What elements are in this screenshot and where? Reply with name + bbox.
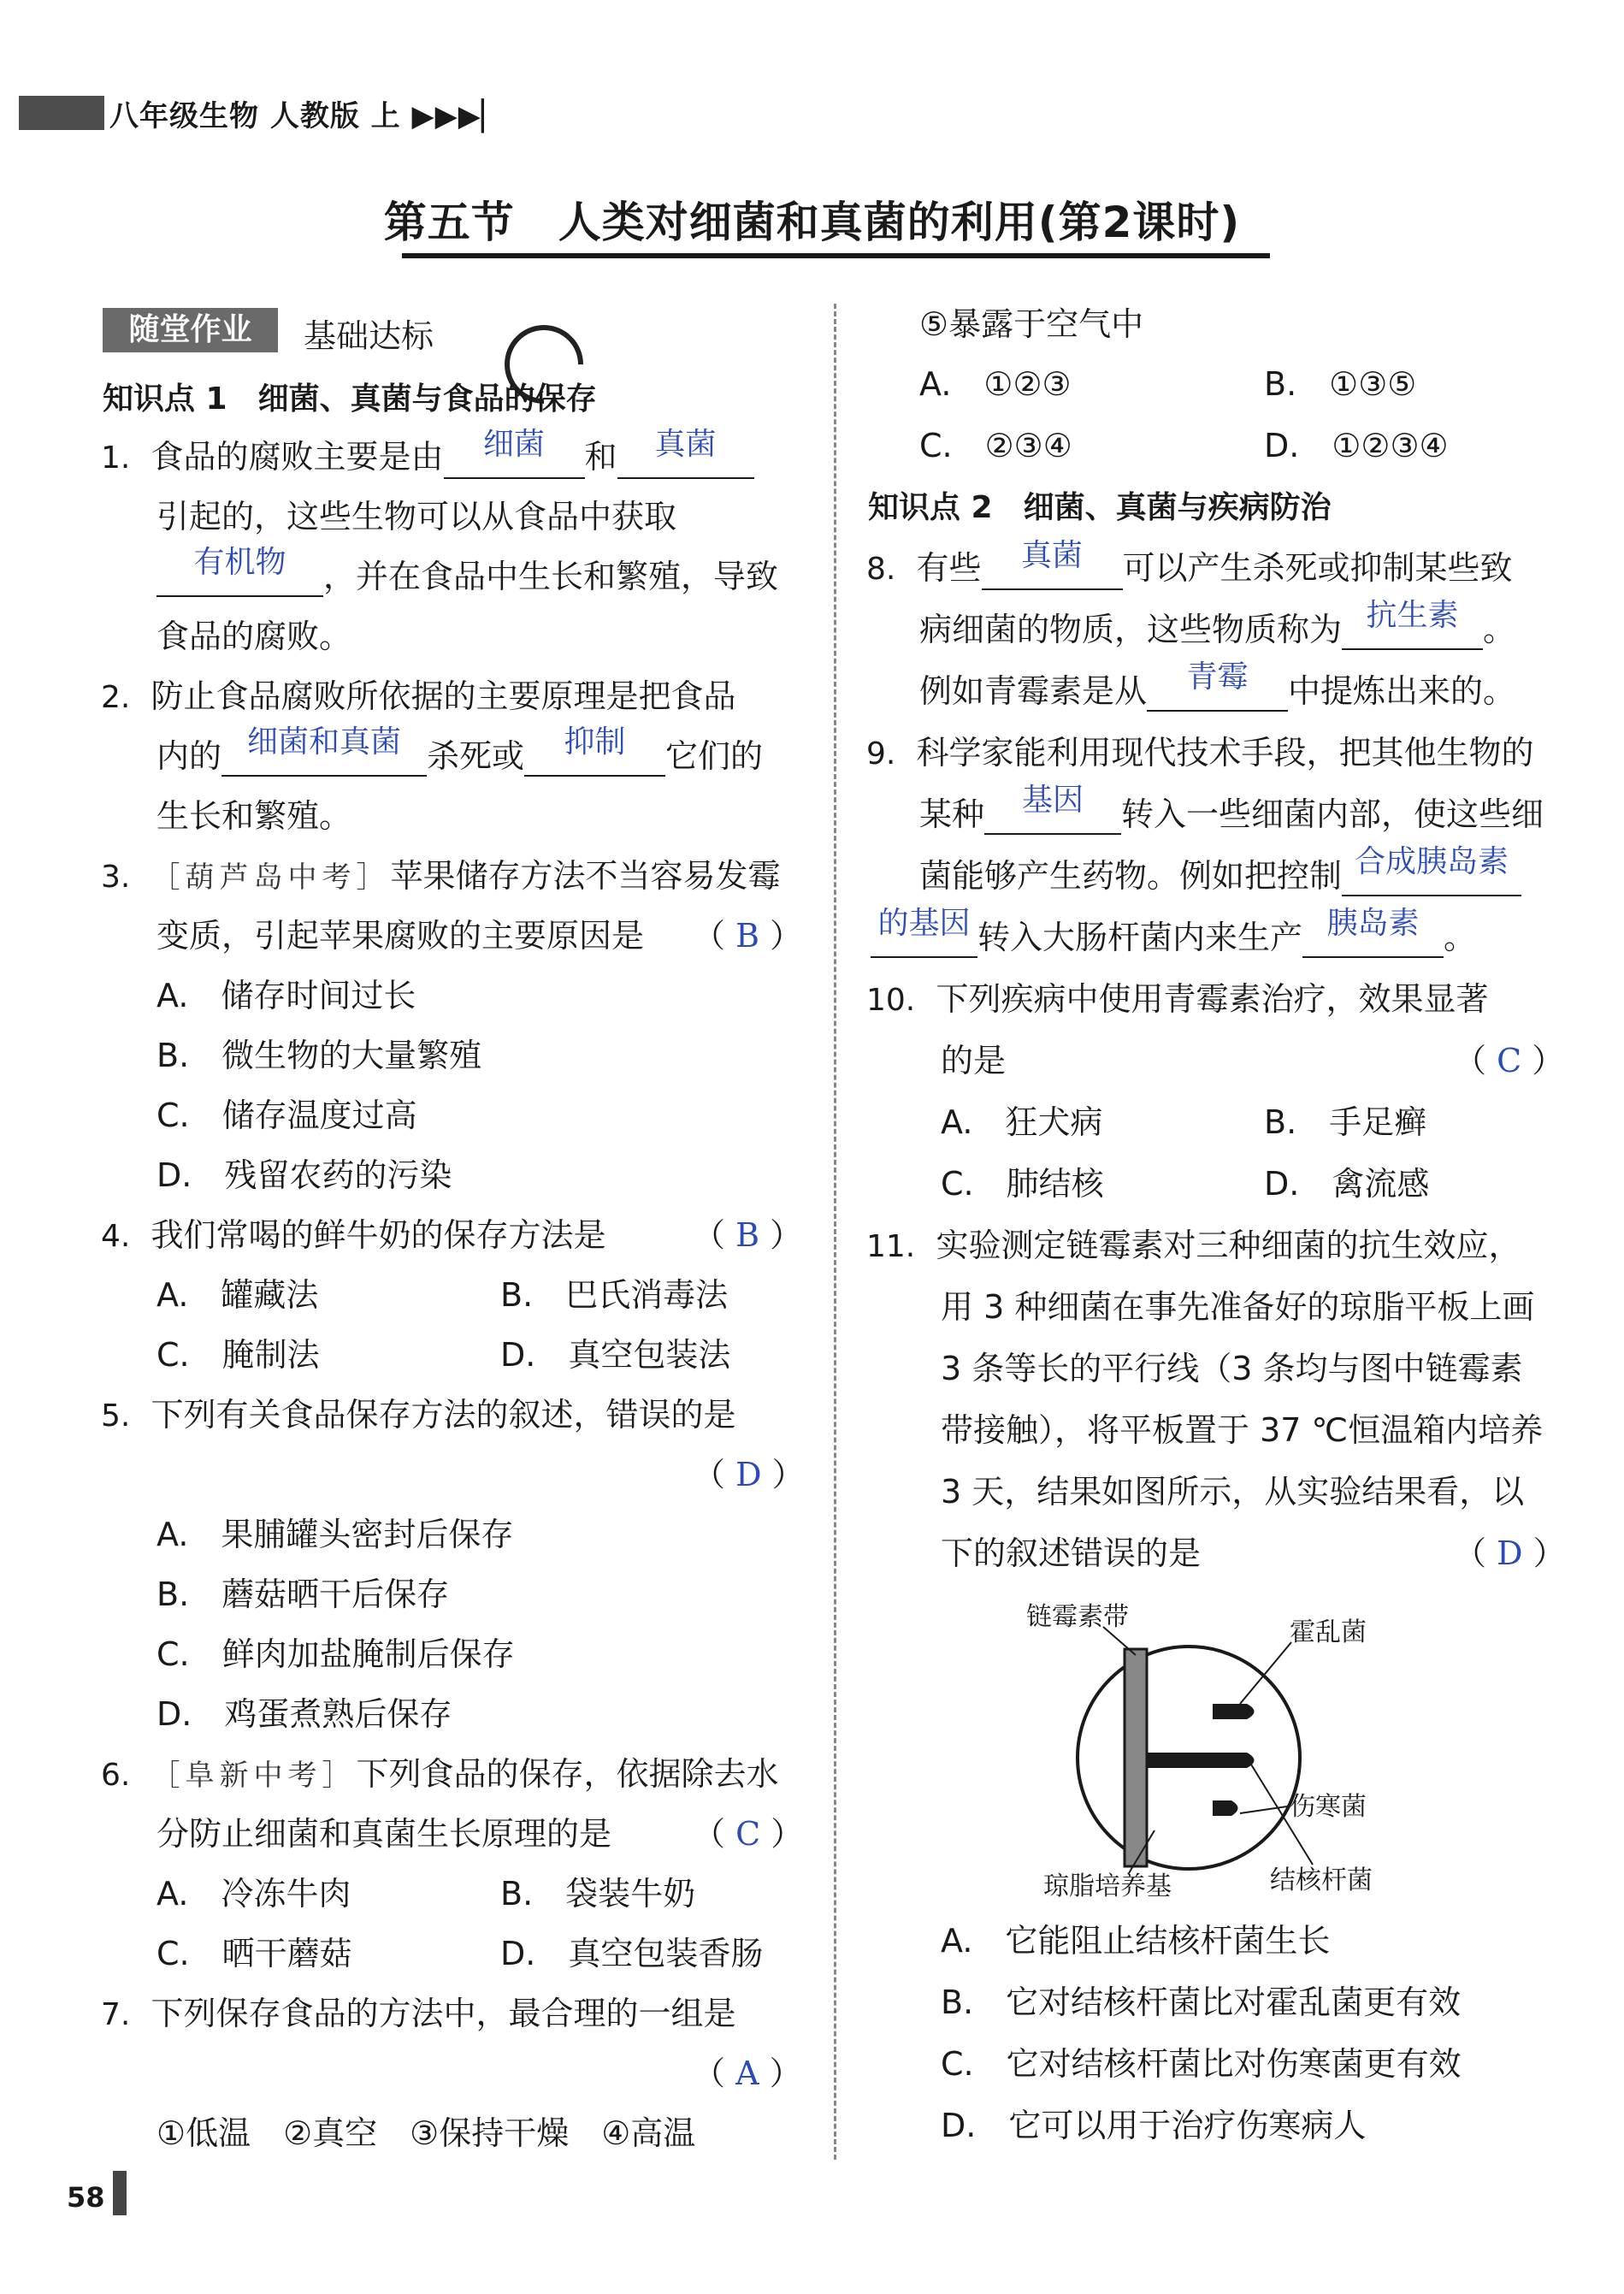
q2-answer-2: 抑制 (564, 724, 626, 760)
q3-option-d: D. 残留农药的污染 (156, 1156, 452, 1194)
q9-line4: 的基因 转入大肠杆菌内来生产 胰岛素 。 (871, 917, 1476, 958)
q4-option-d: D. 真空包装法 (500, 1336, 731, 1374)
q10-line2: 的是 (941, 1042, 1007, 1079)
typhoid-streak (1213, 1800, 1238, 1816)
cholera-streak (1213, 1704, 1255, 1719)
q8-line3: 例如青霉素是从 青霉 中提炼出来的。 (919, 671, 1515, 712)
q11-option-a: A. 它能阻止结核杆菌生长 (941, 1922, 1331, 1960)
q1-answer-3: 有机物 (193, 545, 286, 580)
q1-line2: 引起的，这些生物可以从食品中获取 (156, 498, 677, 535)
book-header: 八年级生物 人教版 上 ▶▶▶▏ (109, 99, 505, 133)
q7-answer: （ A ） (693, 2055, 802, 2092)
page-number-bar (113, 2171, 127, 2215)
q11-option-b: B. 它对结核杆菌比对霍乱菌更有效 (941, 1984, 1462, 2021)
q1-answer-1: 细菌 (483, 427, 546, 462)
q11-line5: 3 天，结果如图所示，从实验结果看，以 (941, 1473, 1525, 1511)
section-tag: 随堂作业 (103, 308, 278, 352)
q7-items: ①低温 ②真空 ③保持干燥 ④高温 (156, 2114, 696, 2152)
cholera-leader (1240, 1642, 1291, 1704)
q11-option-d: D. 它可以用于治疗伤寒病人 (941, 2107, 1367, 2144)
q1-line3: 有机物 ，并在食品中生长和繁殖，导致 (156, 556, 778, 597)
q2-line3: 生长和繁殖。 (156, 797, 352, 835)
q3-option-c: C. 储存温度过高 (156, 1097, 417, 1134)
q8-answer-3: 青霉 (1186, 659, 1249, 695)
q4-option-a: A. 罐藏法 (156, 1276, 319, 1314)
q11-line4: 带接触），将平板置于 37 ℃恒温箱内培养 (941, 1411, 1544, 1449)
q6-option-b: B. 袋装牛奶 (500, 1875, 696, 1913)
q8-line1: 8. 有些 真菌 可以产生杀死或抑制某些致 (866, 547, 1513, 590)
section-tag-sub: 基础达标 (304, 317, 434, 355)
q9-answer-2: 合成胰岛素 (1355, 844, 1509, 879)
q10-line1: 10. 下列疾病中使用青霉素治疗，效果显著 (866, 980, 1489, 1018)
q8-answer-1: 真菌 (1021, 538, 1084, 573)
q11-line2: 用 3 种细菌在事先准备好的琼脂平板上画 (941, 1288, 1535, 1326)
label-strip: 链霉素带 (1026, 1602, 1129, 1632)
q6-option-d: D. 真空包装香肠 (500, 1935, 764, 1972)
q9-answer-3: 的基因 (877, 906, 971, 941)
q3-option-a: A. 储存时间过长 (156, 977, 416, 1014)
q6-option-c: C. 晒干蘑菇 (156, 1935, 352, 1972)
q9-line3: 菌能够产生药物。例如把控制 合成胰岛素 (919, 855, 1521, 896)
label-tuberculosis: 结核杆菌 (1270, 1865, 1373, 1895)
q4-option-b: B. 巴氏消毒法 (500, 1276, 729, 1314)
q10-option-c: C. 肺结核 (941, 1165, 1104, 1203)
page-title: 第五节 人类对细菌和真菌的利用(第2课时) (383, 198, 1241, 247)
q7-option-a: A. ①②③ (919, 365, 1072, 403)
q7-option-d: D. ①②③④ (1264, 427, 1449, 464)
page-number: 58 (67, 2181, 105, 2214)
q9-line1: 9. 科学家能利用现代技术手段，把其他生物的 (866, 734, 1534, 772)
q7-option-b: B. ①③⑤ (1264, 365, 1417, 403)
q2-answer-1: 细菌和真菌 (247, 724, 402, 760)
q7-option-c: C. ②③④ (919, 427, 1072, 464)
q5-option-c: C. 鲜肉加盐腌制后保存 (156, 1635, 515, 1673)
q6-answer: （ C ） (693, 1815, 804, 1853)
q5-answer: （ D ） (693, 1456, 805, 1493)
title-rule (402, 253, 1270, 258)
q6-option-a: A. 冷冻牛肉 (156, 1875, 351, 1913)
q2-line2: 内的 细菌和真菌 杀死或 抑制 它们的 (156, 736, 763, 777)
q3-option-b: B. 微生物的大量繁殖 (156, 1037, 482, 1074)
q9-answer-4: 胰岛素 (1326, 906, 1420, 941)
tuberculosis-streak (1147, 1753, 1255, 1768)
q5-option-d: D. 鸡蛋煮熟后保存 (156, 1695, 452, 1733)
q11-answer: （ D ） (1454, 1534, 1566, 1572)
q5-option-a: A. 果脯罐头密封后保存 (156, 1516, 514, 1553)
label-typhoid: 伤寒菌 (1290, 1792, 1367, 1822)
q2-line1: 2. 防止食品腐败所依据的主要原理是把食品 (101, 677, 736, 715)
q8-line2: 病细菌的物质，这些物质称为 抗生素 。 (919, 609, 1515, 650)
q11-line1: 11. 实验测定链霉素对三种细菌的抗生效应， (866, 1227, 1521, 1264)
q10-option-d: D. 禽流感 (1264, 1165, 1430, 1203)
q10-answer: （ C ） (1454, 1042, 1565, 1079)
q6-line2: 分防止细菌和真菌生长原理的是 (156, 1815, 612, 1853)
knowledge-point-1: 知识点 1 细菌、真菌与食品的保存 (103, 381, 597, 417)
header-bar (19, 96, 104, 130)
streptomycin-strip (1125, 1649, 1147, 1866)
q9-answer-1: 基因 (1022, 783, 1084, 818)
q6-line1: 6. ［阜新中考］下列食品的保存，依据除去水 (101, 1755, 779, 1793)
q4-answer: （ B ） (693, 1216, 803, 1254)
q11-line3: 3 条等长的平行线（3 条均与图中链霉素 (941, 1350, 1523, 1387)
q3-answer: （ B ） (693, 917, 803, 955)
knowledge-point-2: 知识点 2 细菌、真菌与疾病防治 (868, 490, 1332, 525)
q10-option-a: A. 狂犬病 (941, 1103, 1103, 1141)
q8-answer-2: 抗生素 (1366, 598, 1459, 633)
q3-line1: 3. ［葫芦岛中考］苹果储存方法不当容易发霉 (101, 857, 781, 895)
q4-line1: 4. 我们常喝的鲜牛奶的保存方法是 (101, 1216, 606, 1254)
q1-answer-2: 真菌 (654, 427, 717, 462)
q10-option-b: B. 手足癣 (1264, 1103, 1427, 1141)
q11-option-c: C. 它对结核杆菌比对伤寒菌更有效 (941, 2045, 1462, 2083)
q4-option-c: C. 腌制法 (156, 1336, 320, 1374)
q11-line6: 下的叙述错误的是 (941, 1534, 1202, 1572)
q1-line4: 食品的腐败。 (156, 618, 352, 655)
q5-option-b: B. 蘑菇晒干后保存 (156, 1576, 450, 1613)
q9-line2: 某种 基因 转入一些细菌内部，使这些细 (919, 794, 1544, 835)
label-cholera: 霍乱菌 (1290, 1617, 1367, 1647)
q7-line1: 7. 下列保存食品的方法中，最合理的一组是 (101, 1995, 736, 2032)
q3-line2: 变质，引起苹果腐败的主要原因是 (156, 917, 645, 955)
q7-item5: ⑤暴露于空气中 (919, 305, 1144, 343)
column-divider (834, 304, 836, 2160)
q5-line1: 5. 下列有关食品保存方法的叙述，错误的是 (101, 1396, 736, 1434)
q1-line1: 1. 食品的腐败主要是由 细菌 和 真菌 (101, 436, 754, 479)
q11-figure (1026, 1591, 1437, 1907)
label-agar: 琼脂培养基 (1043, 1871, 1172, 1901)
